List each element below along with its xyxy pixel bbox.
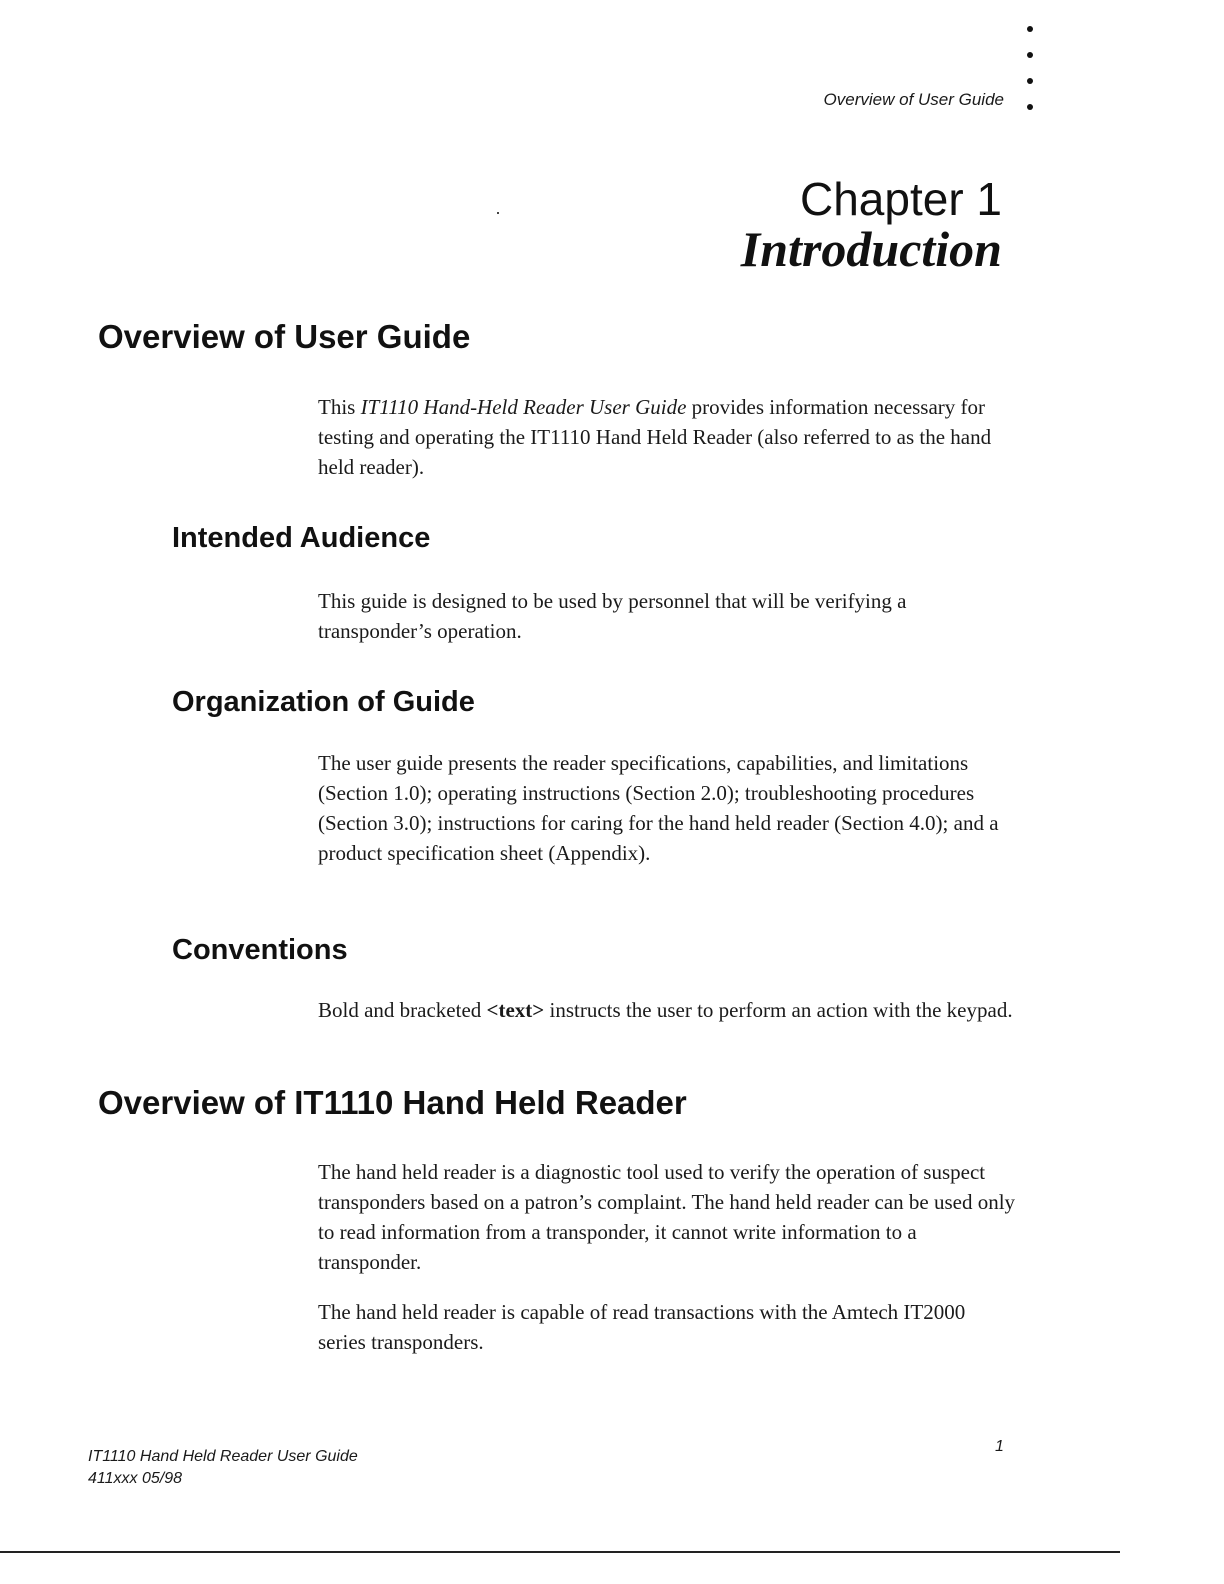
paragraph-overview <box>318 392 1018 482</box>
footer-doc-info <box>88 1446 358 1490</box>
page-number: 1 <box>995 1438 1004 1455</box>
paragraph-reader-1: The hand held reader is a diagnostic tool used to verify the operation of suspect transponders based on a patron’s complaint. The hand held reader can be used only to read information from a transponder, it cannot write information to a transponder. <box>318 1160 1016 1274</box>
heading-conventions: Conventions <box>172 934 348 966</box>
paragraph-overview-lead: This <box>318 395 361 419</box>
footer-doc-title: IT1110 Hand Held Reader User Guide <box>88 1448 358 1465</box>
footer-doc-code: 411xxx 05/98 <box>88 1470 182 1487</box>
paragraph-reader-2: The hand held reader is capable of read transactions with the Amtech IT2000 series transponders. <box>318 1300 966 1354</box>
heading-overview-user-guide: Overview of User Guide <box>98 318 471 355</box>
chapter-title: Introduction <box>740 221 1002 277</box>
heading-overview-reader: Overview of IT1110 Hand Held Reader <box>98 1084 687 1121</box>
conventions-rest: instructs the user to perform an action with the keypad. <box>544 998 1013 1022</box>
bottom-rule <box>0 1551 1120 1553</box>
heading-organization: Organization of Guide <box>172 686 475 718</box>
dot-icon <box>1027 104 1033 110</box>
margin-dots-decoration <box>1027 26 1037 130</box>
bold-text-token: <text> <box>486 998 545 1022</box>
running-head: Overview of User Guide <box>823 90 1004 109</box>
scan-speck <box>497 212 499 214</box>
chapter-number: Chapter 1 <box>799 173 1002 225</box>
paragraph-audience: This guide is designed to be used by personnel that will be verifying a transponder’s operation. <box>318 589 907 643</box>
dot-icon <box>1027 78 1033 84</box>
paragraph-conventions <box>318 995 1018 1025</box>
paragraph-organization: The user guide presents the reader specifications, capabilities, and limitations (Section 1.0); operating instructions (Section 2.0); troubleshooting procedures (Section 3.0); instructions for caring for the hand held reader (Section 4.0); and a product specification sheet (Appendix). <box>318 751 999 865</box>
guide-title-italic: IT1110 Hand-Held Reader User Guide <box>360 395 687 419</box>
dot-icon <box>1027 26 1033 32</box>
paragraph-overview-rest: provides information necessary for testing and operating the IT1110 Hand Held Reader (also referred to as the hand held reader). <box>318 395 992 479</box>
dot-icon <box>1027 52 1033 58</box>
conventions-lead: Bold and bracketed <box>318 998 487 1022</box>
heading-intended-audience: Intended Audience <box>172 522 431 554</box>
